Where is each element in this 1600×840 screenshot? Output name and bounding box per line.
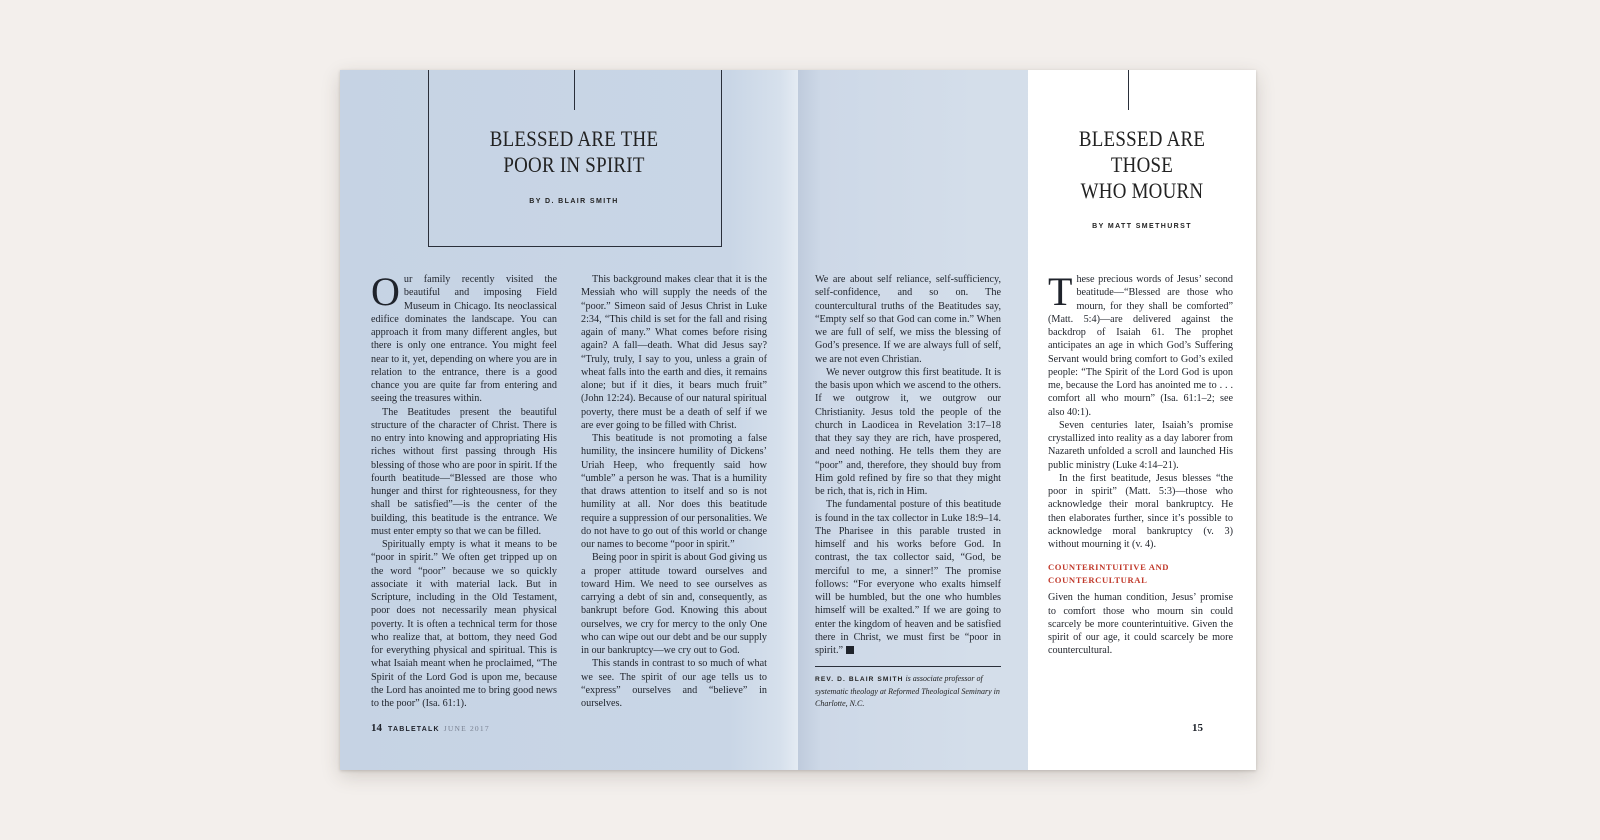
title-line: BLESSED ARE	[1078, 126, 1206, 151]
title-hang-line	[574, 70, 575, 110]
article-title	[448, 126, 699, 178]
paragraph	[1048, 269, 1233, 419]
paragraph: The Beatitudes present the beautiful structure of the character of Christ. There is no entry into knowing and appropriating His riches without first passing through His blessing of those who are poor in spirit. If the fourth beatitude—“Blessed are those who hunger and thirst for righteousness, for they shall be satisfied”—is the center of the building, this beatitude is the entrance. We must enter empty so that we can be filled.	[371, 406, 557, 537]
paragraph-text: ur family recently visited the beautiful and imposing Field Museum in Chicago. Its neoclassical edifice dominates the landscape. You can approach it from many different angles, but there is only one entrance. You might feel near to it, yet, depending on where you are in relation to the entrance, there is a good chance you are quite far from entering and seeing the treasures within.	[371, 274, 557, 405]
paragraph: We are about self reliance, self-sufficiency, self-confidence, and so on. The countercultural truths of the Beatitudes say, “Empty self so that God can come in.” When we are full of self, we miss the blessing of God’s presence. If we are always full of self, we are not even Christian.	[815, 274, 1001, 365]
column-4	[1048, 269, 1233, 658]
paragraph-text: hese precious words of Jesus’ second beatitude—“Blessed are those who mourn, for they shall be comforted” (Matt. 5:4)—are delivered against the backdrop of Isaiah 61. The prophet anticipates an age in which God’s Suffering Servant would bring comfort to God’s exiled people: “The Spirit of the Lord God is upon me, because the Lord has anointed me to . . . comfort all who mourn” (Isa. 61:1–2; see also 40:1).	[1048, 274, 1233, 418]
byline-2: BY MATT SMETHURST	[1092, 223, 1192, 230]
byline: BY D. BLAIR SMITH	[529, 198, 619, 205]
paragraph: Seven centuries later, Isaiah’s promise crystallized into reality as a day laborer from Nazareth unfolded a scroll and launched His public ministry (Luke 4:14–21).	[1048, 419, 1233, 471]
subhead-line: COUNTERINTUITIVE AND	[1048, 562, 1170, 573]
subhead-line: COUNTERCULTURAL	[1048, 575, 1148, 586]
issue-date: JUNE 2017	[443, 724, 490, 733]
title-line: THOSE	[1110, 152, 1174, 177]
paragraph: This beatitude is not promoting a false humility, the insincere humility of Dickens’ Uriah Heep, who frequently said how “umble” a person he was. That is a humility that draws attention to itself and so is not humility at all. Nor does this beatitude require a suppression of our personalities. We do not have to go out of this world or change our names to become “poor in spirit.”	[581, 433, 767, 550]
paragraph: In the first beatitude, Jesus blesses “the poor in spirit” (Matt. 5:3)—those who acknowledge their moral bankruptcy. He then elaborates further, since it’s possible to acknowledge moral bankruptcy (v. 3) without mourning it (v. 4).	[1048, 472, 1233, 550]
author-bio	[815, 666, 1001, 710]
paragraph	[371, 269, 557, 406]
bio-name: REV. D. BLAIR SMITH	[815, 676, 904, 683]
paragraph: This stands in contrast to so much of what we see. The spirit of our age tells us to “express” ourselves and “believe” in ourselves.	[581, 658, 767, 709]
magazine-spread	[340, 70, 1256, 770]
paragraph: Given the human condition, Jesus’ promise to comfort those who mourn sin could scarcely be more counterintuitive. Given the spirit of our age, it could scarcely be more countercultural.	[1048, 592, 1233, 657]
page-number: 14	[371, 722, 382, 734]
right-page	[798, 70, 1256, 770]
paragraph: Being poor in spirit is about God giving us a proper attitude toward ourselves and toward Him. We need to see ourselves as carrying a debt of sin and, consequently, as bankrupt before God. Knowing this about ourselves, we cry for mercy to the only One who can wipe out our debt and be our supply in our bankruptcy—we cry out to God.	[581, 552, 767, 656]
end-mark-icon	[846, 646, 854, 654]
folio-right	[1192, 722, 1203, 734]
paragraph: Spiritually empty is what it means to be “poor in spirit.” We often get tripped up on the word “poor” because we so quickly associate it with material lack. But in Scripture, including in the Old Testament, poor does not necessarily mean physical poverty. It is often a technical term for those who realize that, at bottom, they need God for everything physical and spiritual. This is what Isaiah meant when he proclaimed, “The Spirit of the Lord God is upon me, because the Lord has anointed me to bring good news to the poor” (Isa. 61:1).	[371, 539, 557, 709]
title-line: BLESSED ARE THE	[489, 126, 659, 151]
title-line: WHO MOURN	[1080, 178, 1204, 203]
title-hang-line	[1128, 70, 1129, 110]
drop-cap: T	[1048, 269, 1073, 314]
column-1	[371, 269, 557, 710]
paragraph: We never outgrow this first beatitude. It is the basis upon which we ascend to the others. If we outgrow it, we outgrow our Christianity. Jesus told the people of the church in Laodicea in Revelation 3:17–18 that they say they are rich, have prospered, and need nothing. He tells them they are “poor” and, therefore, they should buy from Him gold refined by fire so that they might be rich, that is, rich in Him.	[815, 366, 1001, 497]
page-number: 15	[1192, 722, 1203, 734]
folio-left	[371, 722, 490, 734]
paragraph: This background makes clear that it is the Messiah who will supply the needs of the “poor.” Simeon said of Jesus Christ in Luke 2:34, “This child is set for the fall and rising again of many.” What comes before rising again? A fall—death. What did Jesus say? “Truly, truly, I say to you, unless a grain of wheat falls into the earth and dies, it remains alone; but if it dies, it bears much fruit” (John 12:24). Because of our natural spiritual poverty, there must be a death of self if we are ever going to be filled with Christ.	[581, 274, 767, 431]
paragraph	[815, 498, 1001, 657]
magazine-name: TABLETALK	[388, 726, 440, 733]
left-page	[340, 70, 798, 770]
title-line: POOR IN SPIRIT	[503, 152, 645, 177]
paragraph-text: The fundamental posture of this beatitude is found in the tax collector in Luke 18:9–14. The Pharisee in this parable trusted in himself and his works before God. In contrast, the tax collector said, “God, be merciful to me, a sinner!” The promise follows: “For everyone who exalts himself will be humbled, but the one who humbles himself will be exalted.” If we are going to enter the kingdom of heaven and be satisfied there in Christ, we must first be “poor in spirit.”	[815, 499, 1001, 656]
column-3	[815, 273, 1001, 657]
bio-text: is associate professor of systematic theology at Reformed Theological Seminary in Charlotte, N.C.	[815, 674, 1000, 708]
subhead	[1048, 561, 1233, 587]
drop-cap: O	[371, 269, 400, 314]
column-2	[581, 273, 767, 710]
article-title-2	[1044, 126, 1240, 204]
